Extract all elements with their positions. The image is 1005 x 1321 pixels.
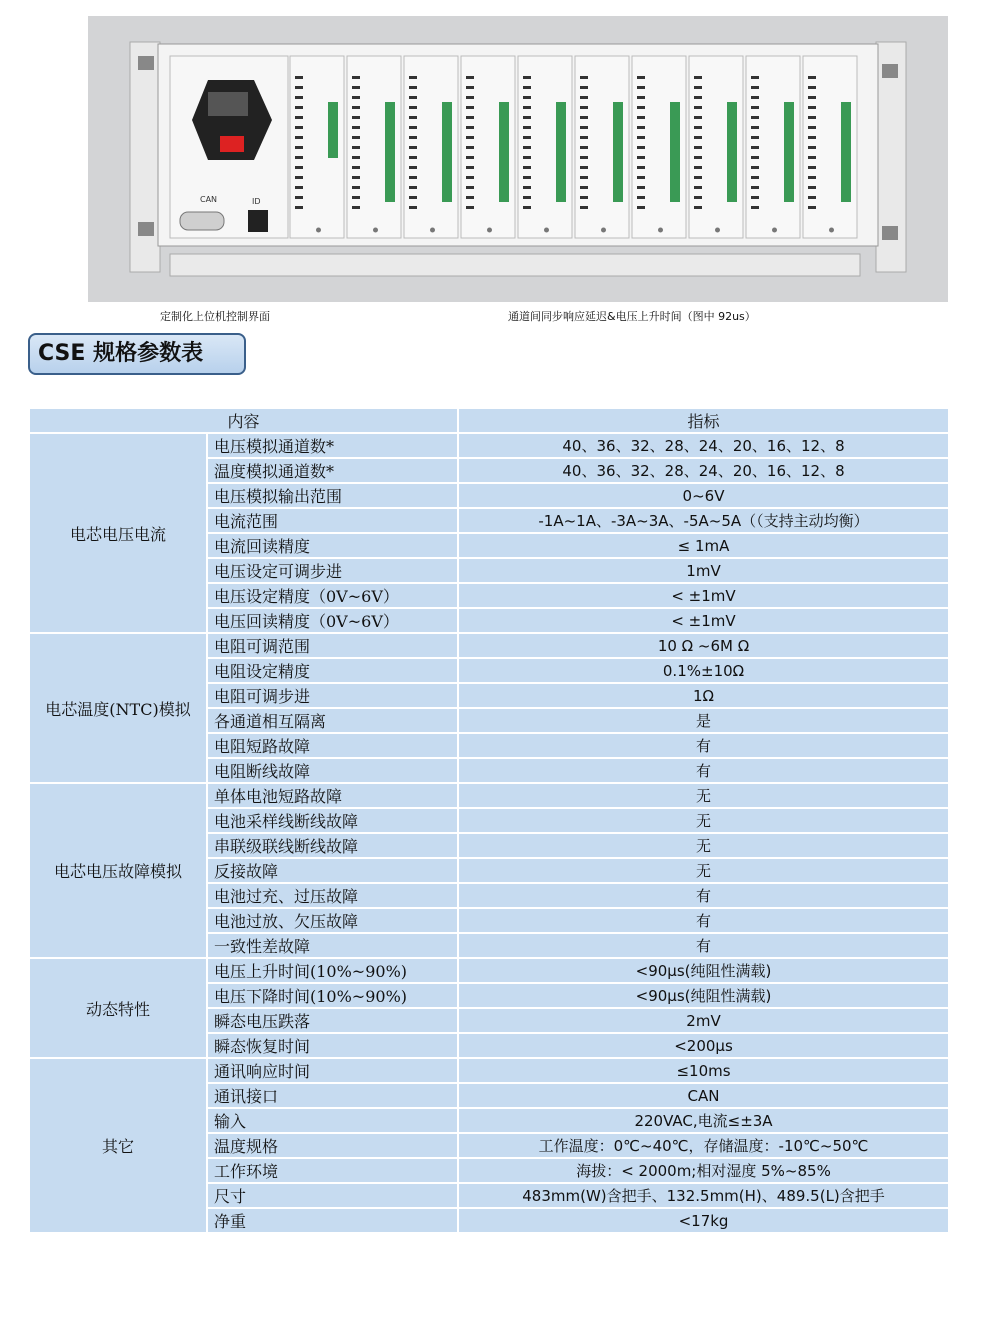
spec-item: 电池过放、欠压故障 bbox=[207, 908, 458, 933]
table-row bbox=[29, 783, 949, 808]
spec-item: 电阻可调步进 bbox=[207, 683, 458, 708]
spec-item: 电阻设定精度 bbox=[207, 658, 458, 683]
spec-value: 0.1%±10Ω bbox=[458, 658, 949, 683]
spec-item: 电阻断线故障 bbox=[207, 758, 458, 783]
spec-item: 电压上升时间(10%~90%) bbox=[207, 958, 458, 983]
spec-value: 有 bbox=[458, 758, 949, 783]
header-content: 内容 bbox=[29, 408, 458, 433]
spec-value: 483mm(W)含把手、132.5mm(H)、489.5(L)含把手 bbox=[458, 1183, 949, 1208]
channel-module bbox=[746, 56, 800, 238]
section-title: CSE 规格参数表 bbox=[28, 333, 246, 375]
spec-value: 有 bbox=[458, 933, 949, 958]
spec-value: <90μs(纯阻性满载) bbox=[458, 983, 949, 1008]
spec-value: 40、36、32、28、24、20、16、12、8 bbox=[458, 433, 949, 458]
group-label: 其它 bbox=[29, 1058, 207, 1233]
spec-value: 2mV bbox=[458, 1008, 949, 1033]
device-rear-panel-illustration bbox=[88, 16, 948, 302]
table-header-row bbox=[29, 408, 949, 433]
table-row bbox=[29, 958, 949, 983]
group-label: 电芯温度(NTC)模拟 bbox=[29, 633, 207, 783]
spec-value: 无 bbox=[458, 858, 949, 883]
spec-item: 通讯接口 bbox=[207, 1083, 458, 1108]
table-row bbox=[29, 1058, 949, 1083]
channel-module bbox=[347, 56, 401, 238]
caption-right: 通道间同步响应延迟&电压上升时间（图中 92us） bbox=[508, 310, 756, 323]
spec-value: 220VAC,电流≤±3A bbox=[458, 1108, 949, 1133]
spec-item: 反接故障 bbox=[207, 858, 458, 883]
spec-value: 无 bbox=[458, 808, 949, 833]
spec-value: 0~6V bbox=[458, 483, 949, 508]
spec-item: 电压模拟通道数* bbox=[207, 433, 458, 458]
spec-value: 10 Ω ~6M Ω bbox=[458, 633, 949, 658]
spec-value: ≤10ms bbox=[458, 1058, 949, 1083]
spec-value: <90μs(纯阻性满载) bbox=[458, 958, 949, 983]
spec-value: < ±1mV bbox=[458, 583, 949, 608]
channel-module bbox=[404, 56, 458, 238]
spec-value: ≤ 1mA bbox=[458, 533, 949, 558]
spec-item: 电流回读精度 bbox=[207, 533, 458, 558]
id-switch-label: ID bbox=[252, 197, 261, 206]
spec-value: < ±1mV bbox=[458, 608, 949, 633]
spec-value: 40、36、32、28、24、20、16、12、8 bbox=[458, 458, 949, 483]
spec-item: 净重 bbox=[207, 1208, 458, 1233]
channel-module bbox=[518, 56, 572, 238]
spec-value: 1mV bbox=[458, 558, 949, 583]
spec-item: 单体电池短路故障 bbox=[207, 783, 458, 808]
spec-item: 电池过充、过压故障 bbox=[207, 883, 458, 908]
spec-value: CAN bbox=[458, 1083, 949, 1108]
spec-item: 电池采样线断线故障 bbox=[207, 808, 458, 833]
spec-item: 通讯响应时间 bbox=[207, 1058, 458, 1083]
device-photo bbox=[88, 16, 948, 302]
spec-value: 有 bbox=[458, 883, 949, 908]
spec-item: 瞬态恢复时间 bbox=[207, 1033, 458, 1058]
spec-item: 电压设定可调步进 bbox=[207, 558, 458, 583]
channel-module bbox=[575, 56, 629, 238]
spec-value: 海拔：< 2000m;相对湿度 5%~85% bbox=[458, 1158, 949, 1183]
spec-item: 各通道相互隔离 bbox=[207, 708, 458, 733]
can-port-label: CAN bbox=[200, 195, 218, 204]
spec-item: 电流范围 bbox=[207, 508, 458, 533]
spec-value: 是 bbox=[458, 708, 949, 733]
channel-module bbox=[689, 56, 743, 238]
spec-value: <200μs bbox=[458, 1033, 949, 1058]
table-row bbox=[29, 633, 949, 658]
spec-item: 电压下降时间(10%~90%) bbox=[207, 983, 458, 1008]
spec-item: 电压模拟输出范围 bbox=[207, 483, 458, 508]
spec-item: 温度规格 bbox=[207, 1133, 458, 1158]
spec-item: 瞬态电压跌落 bbox=[207, 1008, 458, 1033]
group-label: 电芯电压电流 bbox=[29, 433, 207, 633]
spec-value: 无 bbox=[458, 833, 949, 858]
channel-module bbox=[290, 56, 344, 238]
spec-item: 电阻短路故障 bbox=[207, 733, 458, 758]
header-index: 指标 bbox=[458, 408, 949, 433]
spec-item: 电压设定精度（0V~6V） bbox=[207, 583, 458, 608]
spec-value: -1A~1A、-3A~3A、-5A~5A（（支持主动均衡） bbox=[458, 508, 949, 533]
spec-value: 有 bbox=[458, 908, 949, 933]
channel-module bbox=[461, 56, 515, 238]
spec-table bbox=[28, 407, 950, 1234]
spec-value: 工作温度：0℃~40℃，存储温度：-10℃~50℃ bbox=[458, 1133, 949, 1158]
group-label: 电芯电压故障模拟 bbox=[29, 783, 207, 958]
channel-module bbox=[632, 56, 686, 238]
spec-value: 1Ω bbox=[458, 683, 949, 708]
spec-value: 有 bbox=[458, 733, 949, 758]
spec-item: 串联级联线断线故障 bbox=[207, 833, 458, 858]
spec-value: 无 bbox=[458, 783, 949, 808]
spec-item: 工作环境 bbox=[207, 1158, 458, 1183]
spec-item: 电阻可调范围 bbox=[207, 633, 458, 658]
channel-module bbox=[803, 56, 857, 238]
spec-item: 尺寸 bbox=[207, 1183, 458, 1208]
caption-left: 定制化上位机控制界面 bbox=[160, 310, 270, 323]
group-label: 动态特性 bbox=[29, 958, 207, 1058]
spec-item: 电压回读精度（0V~6V） bbox=[207, 608, 458, 633]
spec-item: 输入 bbox=[207, 1108, 458, 1133]
spec-item: 一致性差故障 bbox=[207, 933, 458, 958]
table-row bbox=[29, 433, 949, 458]
spec-value: <17kg bbox=[458, 1208, 949, 1233]
spec-item: 温度模拟通道数* bbox=[207, 458, 458, 483]
